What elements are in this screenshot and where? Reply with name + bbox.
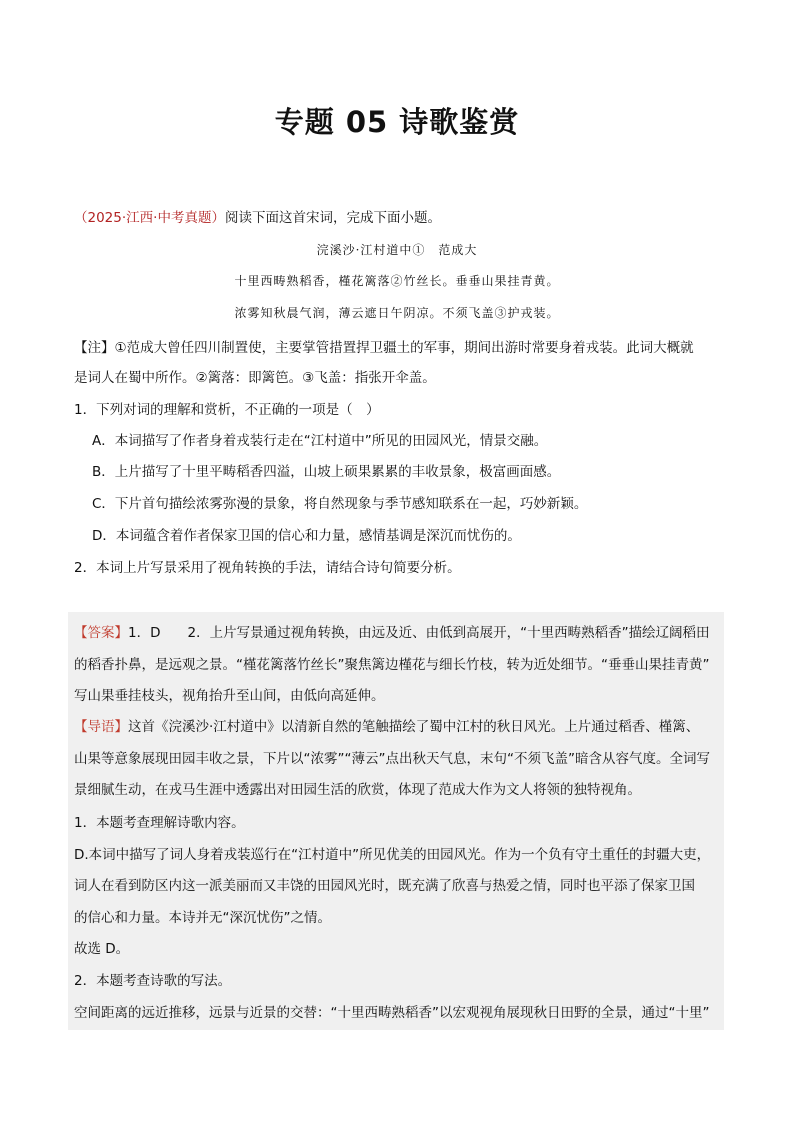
answer-line-3: 写山果垂挂枝头，视角抬升至山间，由低向高延伸。 bbox=[74, 688, 385, 704]
guide-line-2: 山果等意象展现田园丰收之景，下片以“浓雾”“薄云”点出秋天气息，末句“不须飞盖”暗含从容气度。全词写 bbox=[74, 751, 710, 767]
option-a: A．本词描写了作者身着戎装行走在“江村道中”所见的田园风光，情景交融。 bbox=[92, 433, 548, 449]
note-line-1: 【注】①范成大曾任四川制置使，主要掌管措置捍卫疆土的军事，期间出游时常要身着戎装。此词大概就 bbox=[74, 340, 694, 356]
answer-tag: 【答案】 bbox=[74, 625, 128, 641]
analysis-line-7: 空间距离的远近推移，远景与近景的交替：“十里西畴熟稻香”以宏观视角展现秋日田野的全景，通过“十里” bbox=[74, 1005, 710, 1021]
analysis-line-5: 故选 D。 bbox=[74, 941, 130, 957]
guide-tag: 【导语】 bbox=[74, 719, 128, 735]
answer-line-2: 的稻香扑鼻，是远观之景。“槿花篱落竹丝长”聚焦篱边槿花与细长竹枝，转为近处细节。“垂垂山果挂青黄” bbox=[74, 657, 710, 673]
guide-line-1: 【导语】这首《浣溪沙·江村道中》以清新自然的笔触描绘了蜀中江村的秋日风光。上片通过稻香、槿篱、 bbox=[74, 719, 700, 735]
poem-line-2: 浓雾知秋晨气润，薄云遮日午阴凉。不须飞盖③护戎装。 bbox=[234, 306, 560, 320]
analysis-line-4: 的信心和力量。本诗并无“深沉忧伤”之情。 bbox=[74, 910, 331, 926]
option-d: D．本词蕴含着作者保家卫国的信心和力量，感情基调是深沉而忧伤的。 bbox=[92, 528, 521, 544]
analysis-line-1: 1．本题考查理解诗歌内容。 bbox=[74, 815, 245, 831]
intro-line bbox=[74, 208, 441, 228]
page-title: 专题 05 诗歌鉴赏 bbox=[274, 105, 520, 139]
note-line-2: 是词人在蜀中所作。②篱落：即篱笆。③飞盖：指张开伞盖。 bbox=[74, 370, 436, 386]
poem-line-1: 十里西畴熟稻香，槿花篱落②竹丝长。垂垂山果挂青黄。 bbox=[234, 274, 560, 288]
analysis-line-3: 词人在看到防区内这一派美丽而又丰饶的田园风光时，既充满了欣喜与热爱之情，同时也平添了保家卫国 bbox=[74, 878, 695, 894]
analysis-line-6: 2．本题考查诗歌的写法。 bbox=[74, 973, 232, 989]
intro-text: 阅读下面这首宋词，完成下面小题。 bbox=[224, 210, 441, 226]
analysis-line-2: D.本词中描写了词人身着戎装巡行在“江村道中”所见优美的田园风光。作为一个负有守土重任的封疆大吏， bbox=[74, 847, 711, 863]
guide-line-3: 景细腻生动，在戎马生涯中透露出对田园生活的欣赏，体现了范成大作为文人将领的独特视角。 bbox=[74, 782, 641, 798]
answer-line-1: 【答案】1．D 2．上片写景通过视角转换，由远及近、由低到高展开，“十里西畴熟稻香”描绘辽阔稻田 bbox=[74, 625, 710, 641]
option-c: C．下片首句描绘浓雾弥漫的景象，将自然现象与季节感知联系在一起，巧妙新颖。 bbox=[92, 496, 588, 512]
question-2: 2．本词上片写景采用了视角转换的手法，请结合诗句简要分析。 bbox=[74, 560, 461, 576]
source-label: （2025·江西·中考真题） bbox=[74, 210, 225, 226]
poem-title: 浣溪沙·江村道中① 范成大 bbox=[316, 243, 478, 257]
question-1-stem: 1．下列对词的理解和赏析，不正确的一项是（ ） bbox=[74, 402, 380, 418]
option-b: B．上片描写了十里平畴稻香四溢，山坡上硕果累累的丰收景象，极富画面感。 bbox=[92, 464, 561, 480]
